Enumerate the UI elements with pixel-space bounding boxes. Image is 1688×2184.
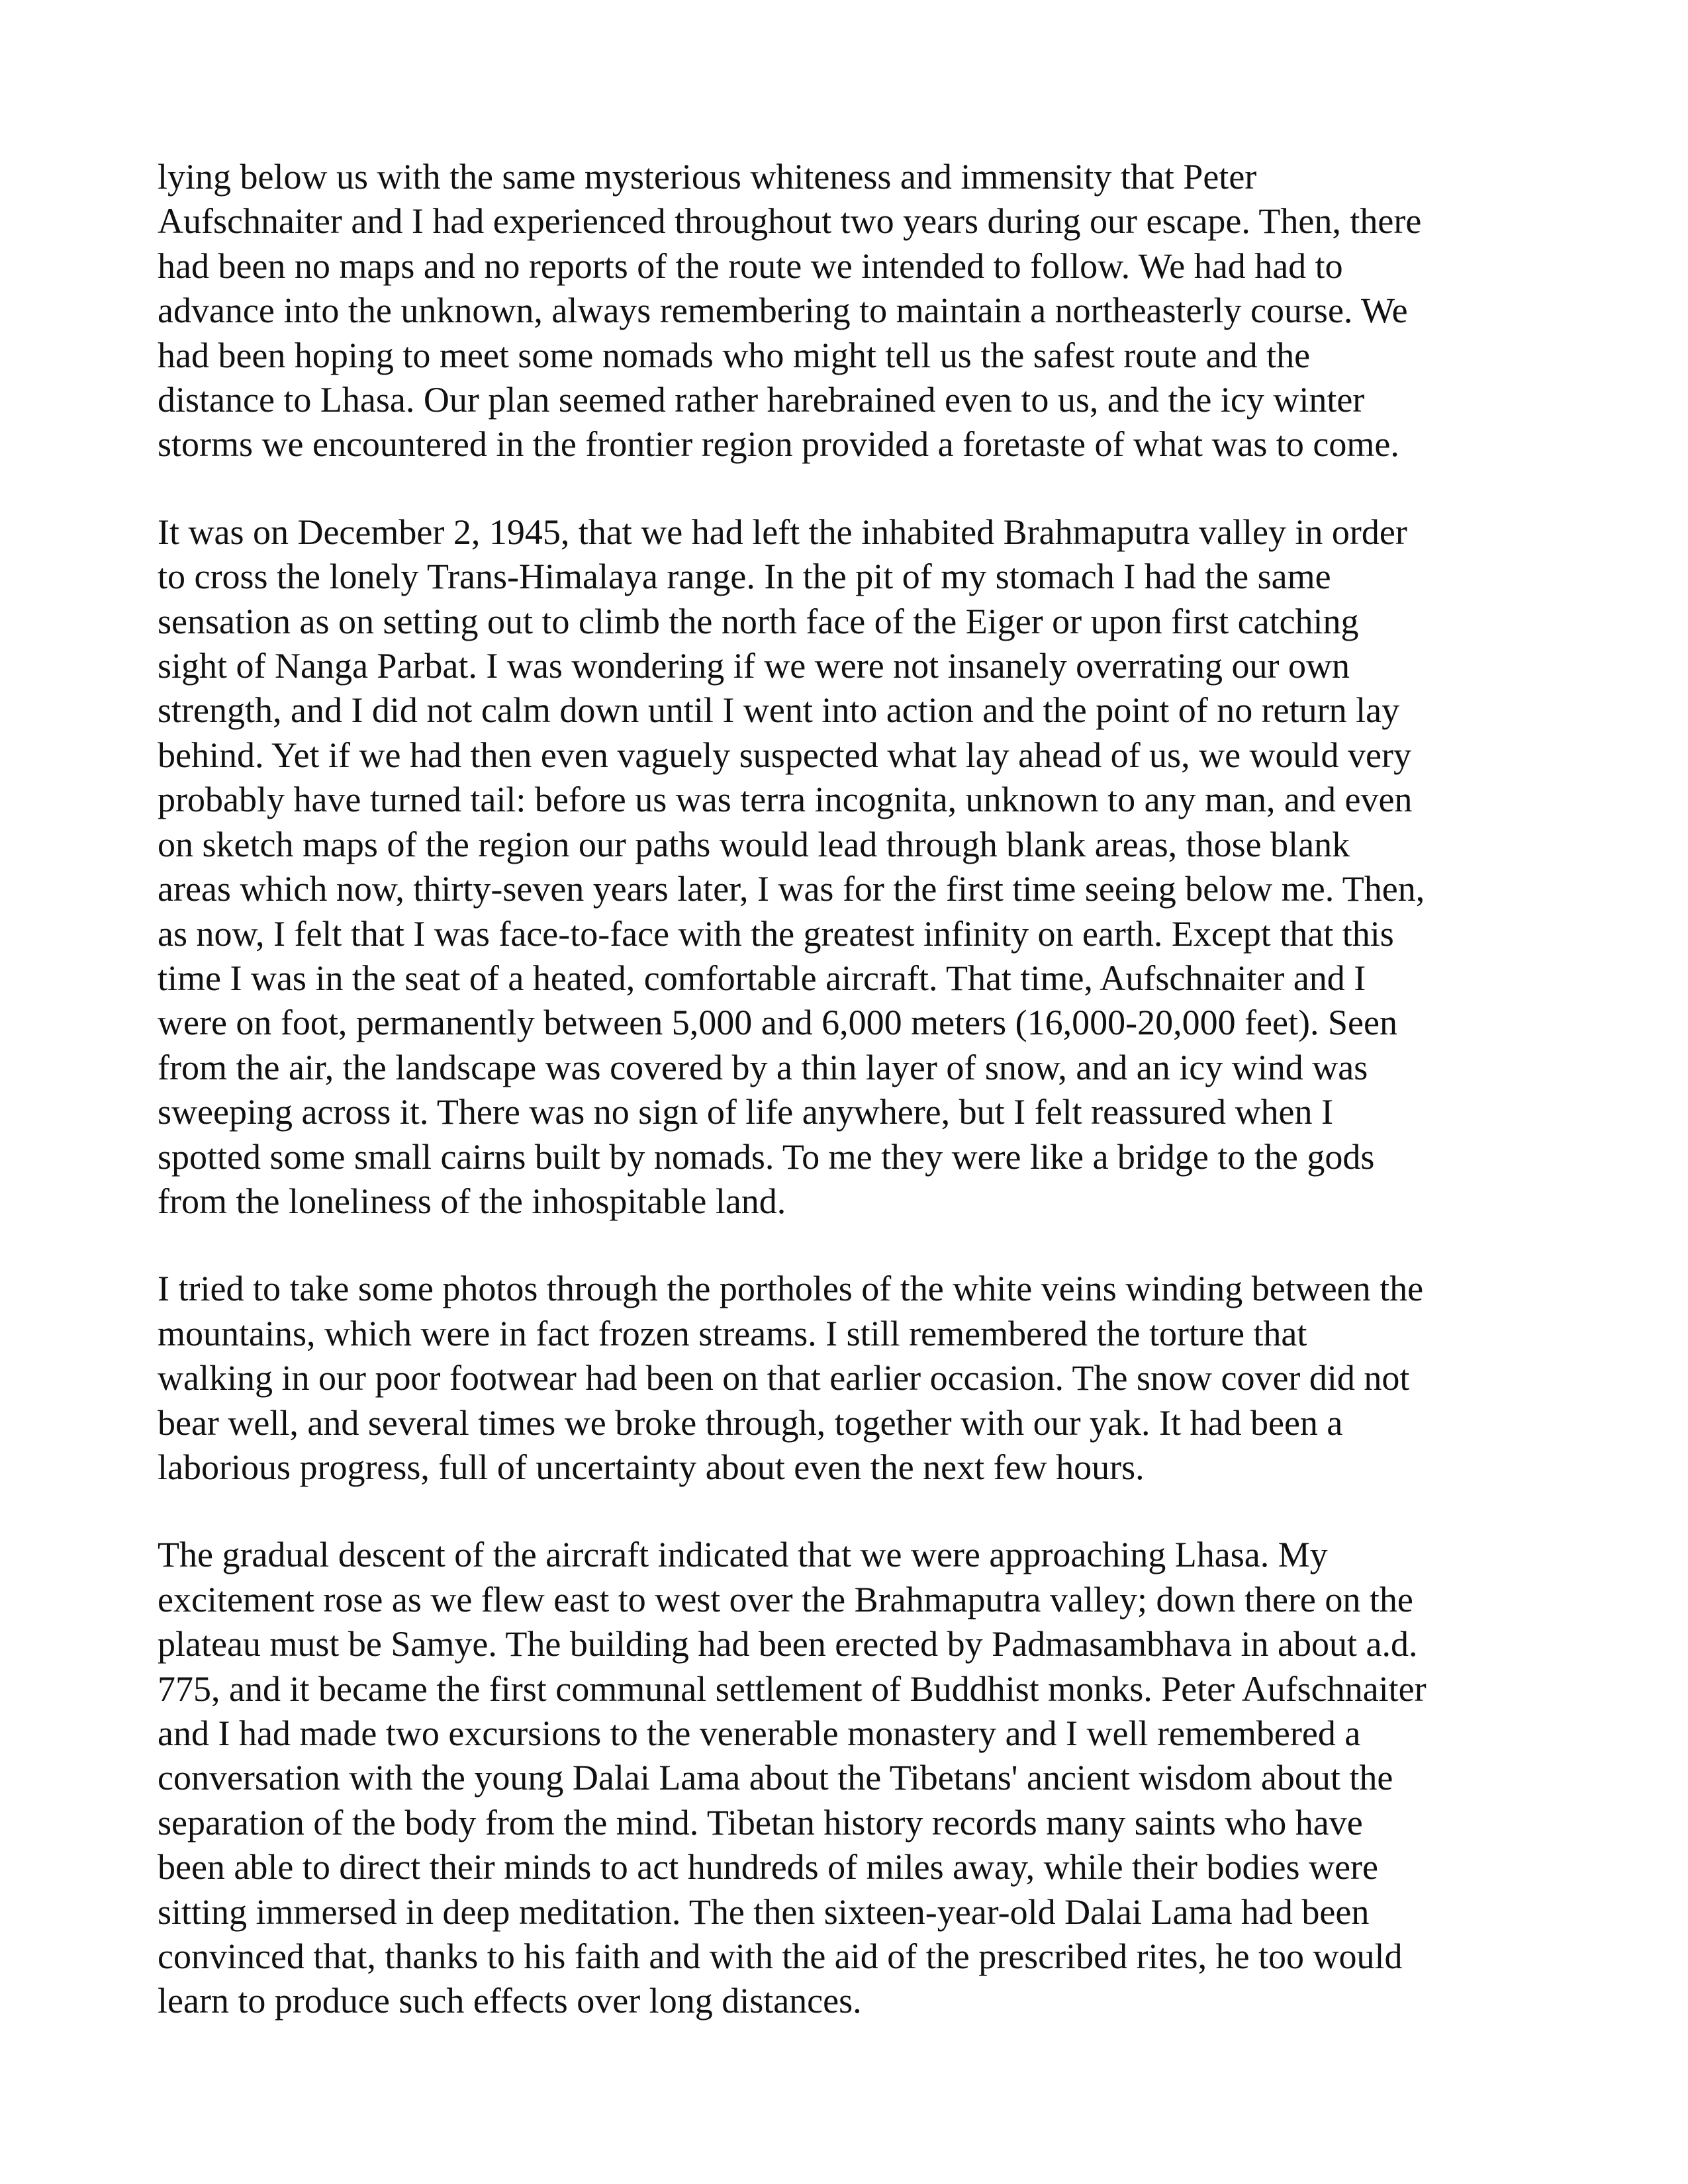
paragraph-3 <box>158 1267 1561 1490</box>
text-line: on sketch maps of the region our paths would lead through blank areas, those blank <box>158 824 1350 864</box>
text-line: Aufschnaiter and I had experienced throughout two years during our escape. Then, there <box>158 201 1422 242</box>
text-line: distance to Lhasa. Our plan seemed rather harebrained even to us, and the icy winter <box>158 380 1365 420</box>
text-line: been able to direct their minds to act hundreds of miles away, while their bodies were <box>158 1847 1378 1888</box>
paragraph-1 <box>158 155 1561 467</box>
text-line: time I was in the seat of a heated, comfortable aircraft. That time, Aufschnaiter and I <box>158 958 1366 998</box>
text-line: lying below us with the same mysterious whiteness and immensity that Peter <box>158 157 1257 197</box>
body-text <box>158 155 1561 2024</box>
text-line: areas which now, thirty-seven years later, I was for the first time seeing below me. Then, <box>158 869 1425 909</box>
text-line: mountains, which were in fact frozen streams. I still remembered the torture that <box>158 1313 1307 1353</box>
text-line: bear well, and several times we broke through, together with our yak. It had been a <box>158 1402 1343 1443</box>
text-line: convinced that, thanks to his faith and with the aid of the prescribed rites, he too would <box>158 1936 1403 1977</box>
text-line: sitting immersed in deep meditation. The then sixteen-year-old Dalai Lama had been <box>158 1891 1370 1932</box>
text-line: excitement rose as we flew east to west over the Brahmaputra valley; down there on the <box>158 1579 1413 1619</box>
text-line: sight of Nanga Parbat. I was wondering if we were not insanely overrating our own <box>158 646 1350 686</box>
text-line: sensation as on setting out to climb the north face of the Eiger or upon first catching <box>158 601 1359 641</box>
text-line: separation of the body from the mind. Tibetan history records many saints who have <box>158 1802 1363 1843</box>
text-line: spotted some small cairns built by nomads. To me they were like a bridge to the gods <box>158 1136 1375 1177</box>
text-line: as now, I felt that I was face-to-face with the greatest infinity on earth. Except that this <box>158 913 1394 954</box>
text-line: sweeping across it. There was no sign of life anywhere, but I felt reassured when I <box>158 1092 1333 1132</box>
text-line: had been hoping to meet some nomads who might tell us the safest route and the <box>158 335 1311 375</box>
text-line: advance into the unknown, always remembering to maintain a northeasterly course. We <box>158 291 1408 331</box>
text-line: plateau must be Samye. The building had been erected by Padmasambhava in about a.d. <box>158 1624 1418 1664</box>
text-line: It was on December 2, 1945, that we had left the inhabited Brahmaputra valley in order <box>158 512 1407 552</box>
text-line: 775, and it became the first communal settlement of Buddhist monks. Peter Aufschnaiter <box>158 1668 1427 1709</box>
text-line: I tried to take some photos through the portholes of the white veins winding between the <box>158 1269 1424 1309</box>
paragraph-4 <box>158 1533 1561 2023</box>
text-line: to cross the lonely Trans-Himalaya range. In the pit of my stomach I had the same <box>158 557 1331 597</box>
text-line: walking in our poor footwear had been on that earlier occasion. The snow cover did not <box>158 1358 1410 1398</box>
text-line: storms we encountered in the frontier region provided a foretaste of what was to come. <box>158 424 1399 465</box>
text-line: and I had made two excursions to the venerable monastery and I well remembered a <box>158 1713 1361 1753</box>
text-line: from the air, the landscape was covered by a thin layer of snow, and an icy wind was <box>158 1047 1368 1087</box>
text-line: probably have turned tail: before us was terra incognita, unknown to any man, and even <box>158 780 1413 820</box>
paragraph-2 <box>158 510 1561 1224</box>
text-line: learn to produce such effects over long distances. <box>158 1981 862 2021</box>
text-line: laborious progress, full of uncertainty about even the next few hours. <box>158 1447 1145 1487</box>
text-line: behind. Yet if we had then even vaguely suspected what lay ahead of us, we would very <box>158 735 1411 775</box>
text-line: from the loneliness of the inhospitable land. <box>158 1181 786 1221</box>
text-line: strength, and I did not calm down until I went into action and the point of no return lay <box>158 690 1400 731</box>
text-line: were on foot, permanently between 5,000 and 6,000 meters (16,000-20,000 feet). Seen <box>158 1003 1397 1043</box>
text-line: The gradual descent of the aircraft indicated that we were approaching Lhasa. My <box>158 1535 1328 1575</box>
text-line: had been no maps and no reports of the route we intended to follow. We had had to <box>158 246 1343 286</box>
text-line: conversation with the young Dalai Lama about the Tibetans' ancient wisdom about the <box>158 1758 1393 1798</box>
